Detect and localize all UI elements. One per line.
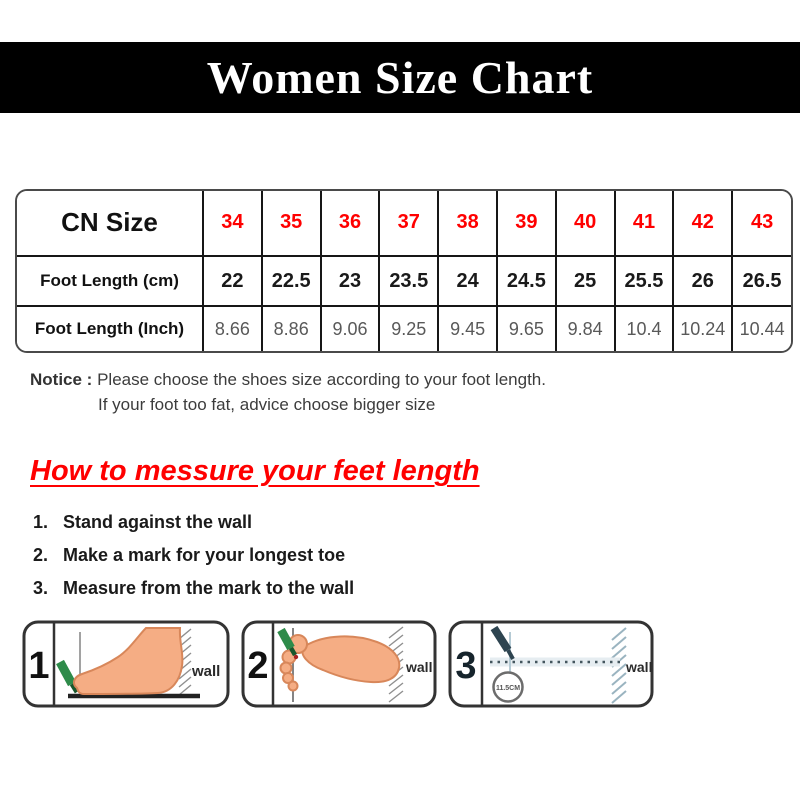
panel-3-illustration <box>448 620 654 708</box>
cn-size-cell: 35 <box>262 191 321 256</box>
inch-cell: 8.86 <box>262 306 321 351</box>
notice-line-1 <box>30 367 546 392</box>
cm-cell: 22 <box>203 256 262 307</box>
measure-steps-list <box>33 512 354 611</box>
step-text: Stand against the wall <box>63 512 253 532</box>
title-banner <box>0 42 800 113</box>
table-row-foot-length-cm <box>17 256 791 307</box>
cn-size-cell: 39 <box>497 191 556 256</box>
table-row-foot-length-inch <box>17 306 791 351</box>
cm-cell: 22.5 <box>262 256 321 307</box>
cn-size-cell: 41 <box>615 191 674 256</box>
panel-number: 1 <box>28 645 50 687</box>
cn-size-cell: 42 <box>673 191 732 256</box>
notice-text-1: Please choose the shoes size according to your foot length. <box>97 370 546 389</box>
cm-cell: 23 <box>321 256 380 307</box>
step-text: Make a mark for your longest toe <box>63 545 346 565</box>
cm-cell: 26.5 <box>732 256 791 307</box>
cm-cell: 24.5 <box>497 256 556 307</box>
notice-label: Notice : <box>30 370 93 389</box>
inch-cell: 9.06 <box>321 306 380 351</box>
cm-cell: 23.5 <box>379 256 438 307</box>
panel-number: 2 <box>247 645 269 687</box>
notice-block <box>30 367 546 417</box>
inch-cell: 9.25 <box>379 306 438 351</box>
panel-number: 3 <box>455 645 477 687</box>
cm-cell: 25.5 <box>615 256 674 307</box>
inch-cell: 10.4 <box>615 306 674 351</box>
step-number: 2. <box>33 545 49 565</box>
cn-size-cell: 40 <box>556 191 615 256</box>
table-row-cn-size <box>17 191 791 256</box>
cn-size-cell: 38 <box>438 191 497 256</box>
inch-cell: 9.45 <box>438 306 497 351</box>
row-header-foot-length-inch: Foot Length (Inch) <box>17 306 203 351</box>
measure-illustrations <box>22 620 654 708</box>
list-item <box>33 578 354 599</box>
inch-cell: 9.84 <box>556 306 615 351</box>
step-number: 1. <box>33 512 49 532</box>
step-text: Measure from the mark to the wall <box>63 578 355 598</box>
measure-note: 11.5CM <box>495 685 521 692</box>
cn-size-cell: 34 <box>203 191 262 256</box>
list-item <box>33 545 354 566</box>
page-title: Women Size Chart <box>206 52 594 103</box>
notice-line-2: If your foot too fat, advice choose bigger size <box>98 395 436 414</box>
wall-label: wall <box>192 663 221 680</box>
measure-circle-badge <box>494 673 523 702</box>
size-chart-table <box>15 189 793 353</box>
inch-cell: 10.24 <box>673 306 732 351</box>
measure-heading: How to messure your feet length <box>30 455 480 487</box>
size-table <box>17 191 791 351</box>
wall-label: wall <box>406 659 433 675</box>
cm-cell: 26 <box>673 256 732 307</box>
cn-size-cell: 37 <box>379 191 438 256</box>
inch-cell: 8.66 <box>203 306 262 351</box>
panel-2-illustration <box>241 620 437 708</box>
row-header-cn-size: CN Size <box>17 191 203 256</box>
cm-cell: 24 <box>438 256 497 307</box>
cm-cell: 25 <box>556 256 615 307</box>
inch-cell: 9.65 <box>497 306 556 351</box>
cn-size-cell: 43 <box>732 191 791 256</box>
list-item <box>33 512 354 533</box>
panel-1-illustration <box>22 620 230 708</box>
cn-size-cell: 36 <box>321 191 380 256</box>
step-number: 3. <box>33 578 49 598</box>
row-header-foot-length-cm: Foot Length (cm) <box>17 256 203 307</box>
wall-label: wall <box>626 659 653 675</box>
inch-cell: 10.44 <box>732 306 791 351</box>
